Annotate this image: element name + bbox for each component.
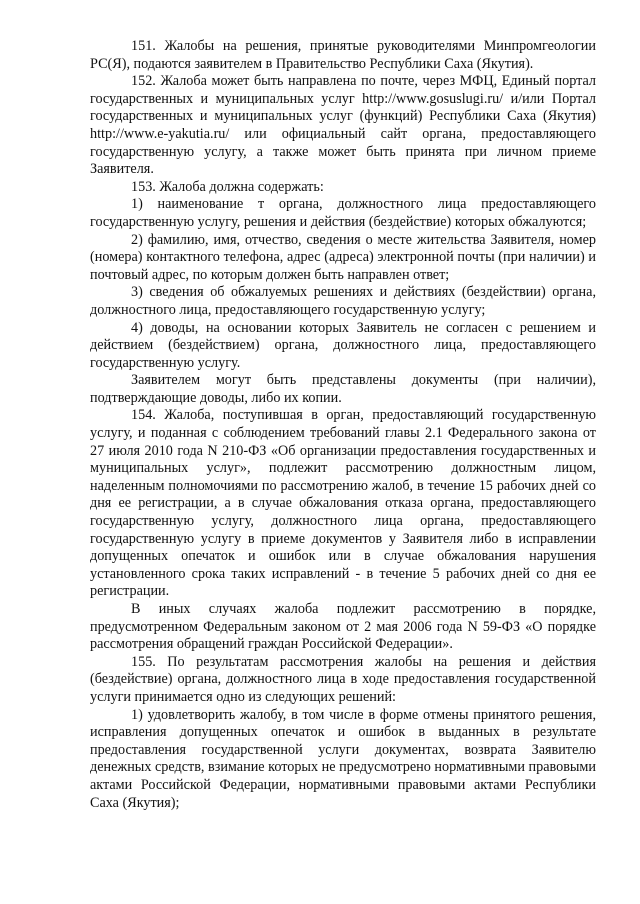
paragraph-153-item-4: 4) доводы, на основании которых Заявитель не согласен с решением и действием (бездействием) органа, должностного лица, предоставляющего государственную услугу. — [90, 319, 596, 371]
paragraph-152: 152. Жалоба может быть направлена по почте, через МФЦ, Единый портал государственных и муниципальных услуг http://www.gosuslugi.ru/ и/или Портал государственных и муниципальных услуг (функций) Республики Саха (Якутия) http://www.e-yakutia.ru/ или официальный сайт органа, предоставляющего государственную услугу, а также может быть принята при личном приеме Заявителя. — [90, 73, 596, 178]
paragraph-155-item-1: 1) удовлетворить жалобу, в том числе в форме отмены принятого решения, исправления допущенных опечаток и ошибок в выданных в результате предоставления государственной услуги документах, возврата Заявителю денежных средств, взимание которых не предусмотрено нормативными правовыми актами Российской Федерации, нормативными правовыми актами Республики Саха (Якутия); — [90, 706, 596, 811]
paragraph-153-item-1: 1) наименование т органа, должностного лица предоставляющего государственную услугу, решения и действия (бездействие) которых обжалуются; — [90, 196, 596, 230]
paragraph-151: 151. Жалобы на решения, принятые руководителями Минпромгеологии РС(Я), подаются заявителем в Правительство Республики Саха (Якутия). — [90, 38, 596, 72]
paragraph-154: 154. Жалоба, поступившая в орган, предоставляющий государственную услугу, и поданная с соблюдением требований главы 2.1 Федерального закона от 27 июля 2010 года N 210-ФЗ «Об организации предоставления государственных и муниципальных услуг», подлежит рассмотрению должностным лицом, наделенным полномочиями по рассмотрению жалоб, в течение 15 рабочих дней со дня ее регистрации, а в случае обжалования отказа органа, предоставляющего государственную услугу, должностного лица органа, предоставляющего государственную услугу в приеме документов у Заявителя либо в исправлении допущенных опечаток и ошибок или в случае обжалования нарушения установленного срока таких исправлений - в течение 5 рабочих дней со дня ее регистрации. — [90, 407, 596, 600]
paragraph-153: 153. Жалоба должна содержать: — [131, 178, 324, 195]
paragraph-153-note: Заявителем могут быть представлены документы (при наличии), подтверждающие доводы, либо их копии. — [90, 372, 596, 406]
paragraph-153-item-2: 2) фамилию, имя, отчество, сведения о месте жительства Заявителя, номер (номера) контактного телефона, адрес (адреса) электронной почты (при наличии) и почтовый адрес, по которым должен быть направлен ответ; — [90, 231, 596, 283]
paragraph-154-other-cases: В иных случаях жалоба подлежит рассмотрению в порядке, предусмотренном Федеральным законом от 2 мая 2006 года N 59-ФЗ «О порядке рассмотрения обращений граждан Российской Федерации». — [90, 601, 596, 653]
paragraph-155: 155. По результатам рассмотрения жалобы на решения и действия (бездействие) органа, должностного лица в ходе предоставления государственной услуги принимается одно из следующих решений: — [90, 653, 596, 705]
paragraph-153-item-3: 3) сведения об обжалуемых решениях и действиях (бездействии) органа, должностного лица, предоставляющего государственную услугу; — [90, 284, 596, 318]
document-page — [90, 38, 596, 812]
